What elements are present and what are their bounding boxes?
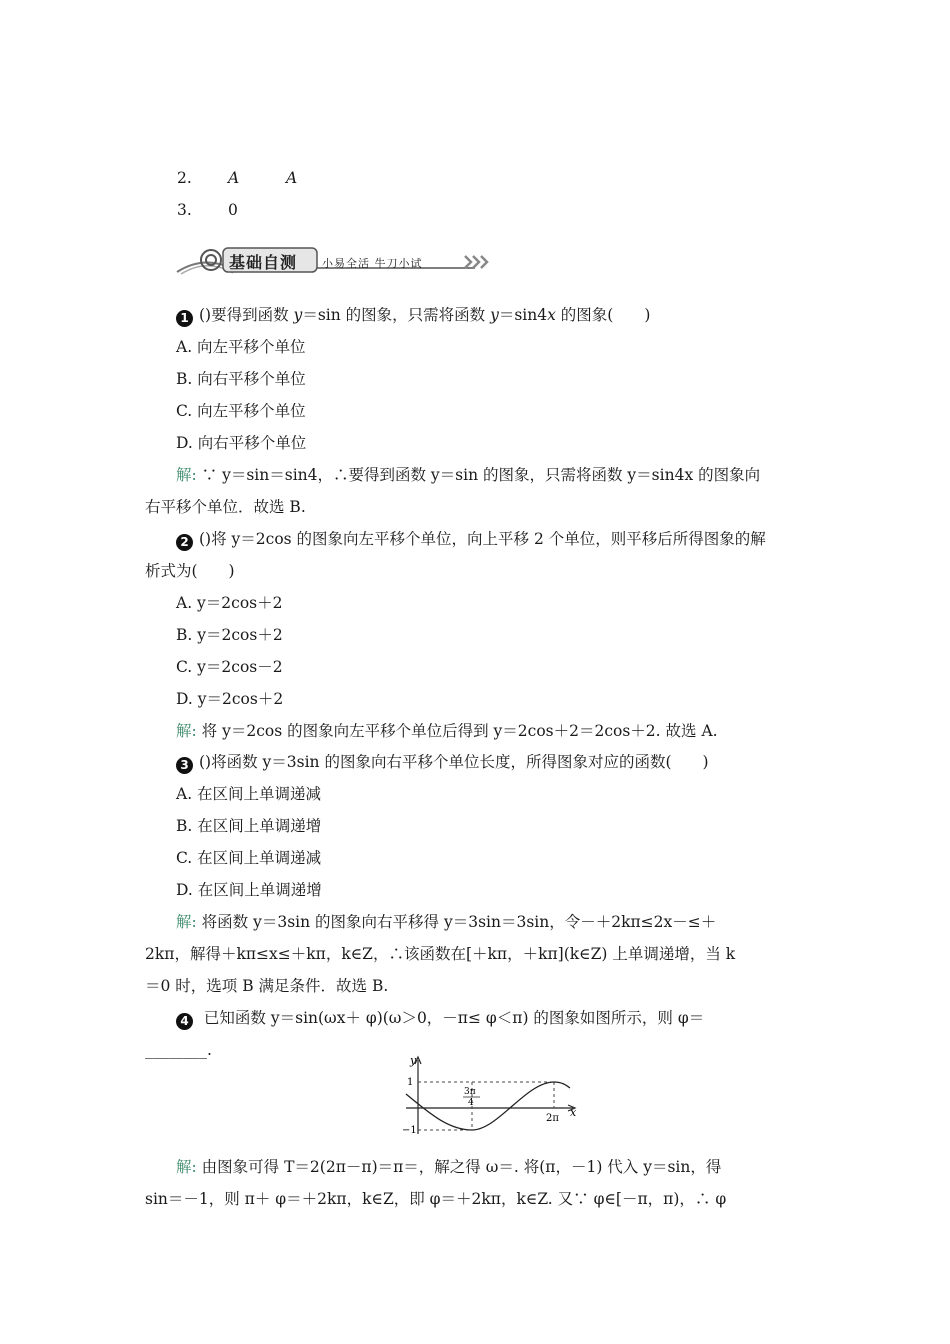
question-2-line-2: 析式为( ): [145, 562, 235, 580]
q1-solution-line-2: 右平移个单位．故选 B.: [145, 498, 306, 516]
q2-solution: 解: 将 y＝2cos 的图象向左平移个单位后得到 y＝2cos＋2＝2cos＋2. 故选 A.: [176, 722, 718, 740]
question-4: 4 已知函数 y＝sin(ωx＋ φ)(ω＞0，－π≤ φ＜π) 的图象如图所示，则 φ＝: [176, 1008, 704, 1030]
chevrons-icon: [465, 256, 487, 268]
three-pi-label: 3π: [464, 1087, 476, 1097]
y-label: y: [410, 1054, 417, 1067]
number-3-icon: 3: [176, 757, 193, 774]
x-label: x: [570, 1106, 577, 1119]
question-1: 1 ()要得到函数 y＝sin 的图象，只需将函数 y＝sin4x 的图象( ): [176, 305, 650, 327]
q2-option-c: C. y＝2cos－2: [176, 658, 283, 676]
question-3: 3 ()将函数 y＝3sin 的图象向右平移个单位长度，所得图象对应的函数( ): [176, 752, 709, 774]
q2-option-a: A. y＝2cos＋2: [176, 594, 283, 612]
number-2-icon: 2: [176, 534, 193, 551]
q4-solution-line-1: 解: 由图象可得 T＝2(2π－π)＝π＝，解之得 ω＝. 将(π，－1) 代入 y＝sin，得: [176, 1158, 722, 1176]
question-2: 2 ()将 y＝2cos 的图象向左平移个单位，向上平移 2 个单位，则平移后所得图象的解: [176, 529, 766, 551]
q3-option-c: C. 在区间上单调递减: [176, 849, 322, 867]
four-label: 4: [468, 1098, 474, 1108]
q4-solution-line-2: sin＝－1，则 π＋ φ＝＋2kπ，k∈Z，即 φ＝＋2kπ，k∈Z. 又∵ φ∈[－π，π)，∴ φ: [145, 1190, 727, 1208]
two-pi-label: 2π: [546, 1113, 559, 1124]
spiral-icon: [201, 250, 221, 270]
answer-3-number: 3.: [177, 201, 192, 219]
q2-option-b: B. y＝2cos＋2: [176, 626, 283, 644]
q3-option-d: D. 在区间上单调递增: [176, 881, 322, 899]
q1-option-a: A. 向左平移个单位: [176, 338, 306, 356]
one-label: 1: [407, 1077, 414, 1088]
sine-graph: [398, 1052, 588, 1138]
answer-2-number: 2.: [177, 169, 192, 187]
q1-solution-line-1: 解: ∵ y＝sin＝sin4，∴要得到函数 y＝sin 的图象，只需将函数 y＝sin4x 的图象向: [176, 466, 761, 484]
number-1-icon: 1: [176, 310, 193, 327]
q1-option-c: C. 向左平移个单位: [176, 402, 306, 420]
q3-solution-line-2: 2kπ，解得＋kπ≤x≤＋kπ，k∈Z，∴该函数在[＋kπ，＋kπ](k∈Z) 上单调递增，当 k: [145, 945, 736, 963]
q3-solution-line-3: ＝0 时，选项 B 满足条件．故选 B.: [145, 977, 389, 995]
banner-title: 基础自测: [229, 253, 298, 272]
q3-option-b: B. 在区间上单调递增: [176, 817, 322, 835]
q3-option-a: A. 在区间上单调递减: [176, 785, 322, 803]
q1-option-b: B. 向右平移个单位: [176, 370, 306, 388]
q1-option-d: D. 向右平移个单位: [176, 434, 307, 452]
q3-solution-line-1: 解: 将函数 y＝3sin 的图象向右平移得 y＝3sin＝3sin，令－＋2kπ≤2x－≤＋: [176, 913, 717, 931]
number-4-icon: 4: [176, 1013, 193, 1030]
neg-one-label: −1: [402, 1125, 417, 1136]
banner-subtitle: 小易全活 牛刀小试: [322, 257, 423, 270]
answer-2-value-1: A: [228, 169, 240, 187]
answer-2-value-2: A: [286, 169, 298, 187]
answer-3-value: 0: [228, 201, 238, 219]
q2-option-d: D. y＝2cos＋2: [176, 690, 284, 708]
question-4-line-2: ________.: [145, 1041, 212, 1059]
